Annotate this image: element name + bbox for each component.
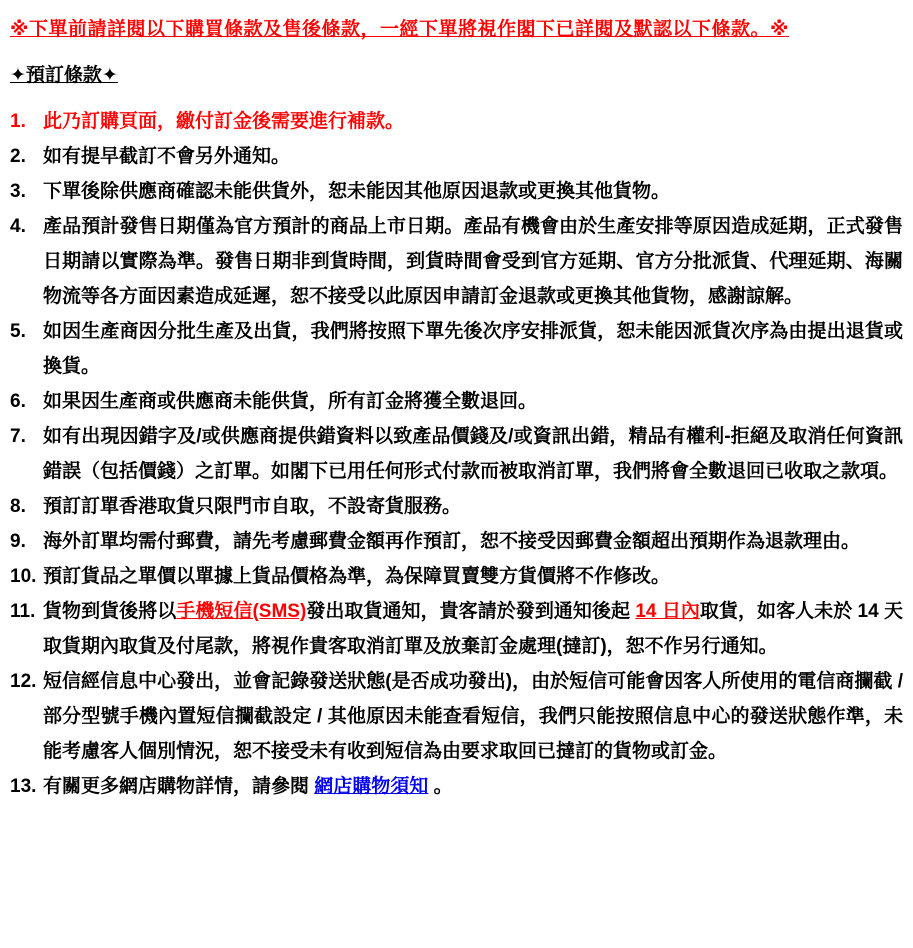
term-text bbox=[43, 209, 903, 314]
term-number: 2. bbox=[10, 146, 26, 167]
section-header-preorder-terms: ✦預訂條款✦ bbox=[10, 65, 118, 86]
term-number: 6. bbox=[10, 391, 26, 412]
term-text-segment: 14 日內 bbox=[635, 601, 700, 622]
term-text bbox=[43, 594, 903, 664]
term-text-segment: 如果因生產商或供應商未能供貨，所有訂金將獲全數退回。 bbox=[43, 391, 538, 412]
term-item-8 bbox=[10, 489, 903, 524]
term-text-segment: 產品預計發售日期僅為官方預計的商品上市日期。產品有機會由於生產安排等原因造成延期，正式發售日期請以實際為準。發售日期非到貨時間，到貨時間會受到官方延期、官方分批派貨、代理延期、海關物流等各方面因素造成延遲，恕不接受以此原因申請訂金退款或更換其他貨物，感謝諒解。 bbox=[43, 216, 903, 307]
term-item-7 bbox=[10, 419, 903, 489]
term-text-segment: 如有出現因錯字及/或供應商提供錯資料以致產品價錢及/或資訊出錯，精品有權利-拒絕及取消任何資訊錯誤（包括價錢）之訂單。如閣下已用任何形式付款而被取消訂單，我們將會全數退回已收取之款項。 bbox=[43, 426, 903, 482]
term-text bbox=[43, 314, 903, 384]
term-number: 7. bbox=[10, 426, 26, 447]
term-number: 8. bbox=[10, 496, 26, 517]
term-item-5 bbox=[10, 314, 903, 384]
term-text bbox=[43, 174, 903, 209]
term-item-11 bbox=[10, 594, 903, 664]
term-text bbox=[43, 524, 903, 559]
term-number: 9. bbox=[10, 531, 26, 552]
term-number: 1. bbox=[10, 111, 26, 132]
term-item-13 bbox=[10, 769, 903, 804]
term-text-segment: 取貨，如客人未於 14 天取貨期內取貨及付尾款，將視作貴客取消訂單及放棄訂金處理(撻訂)，恕不作另行通知。 bbox=[43, 601, 904, 657]
term-text bbox=[43, 139, 903, 174]
term-text-segment: 有關更多網店購物詳情，請參閱 bbox=[43, 776, 315, 797]
term-item-9 bbox=[10, 524, 903, 559]
term-item-12 bbox=[10, 664, 903, 769]
term-item-3 bbox=[10, 174, 903, 209]
term-text bbox=[43, 419, 903, 489]
page-title: ※下單前請詳閱以下購買條款及售後條款，一經下單將視作閣下已詳閱及默認以下條款。※ bbox=[10, 19, 789, 40]
term-number: 13. bbox=[10, 776, 37, 797]
term-item-6 bbox=[10, 384, 903, 419]
term-item-4 bbox=[10, 209, 903, 314]
term-text bbox=[43, 559, 903, 594]
term-text bbox=[43, 769, 903, 804]
store-shopping-notice-link[interactable]: 網店購物須知 bbox=[314, 776, 429, 797]
term-number: 12. bbox=[10, 671, 37, 692]
term-text-segment: 海外訂單均需付郵費，請先考慮郵費金額再作預訂，恕不接受因郵費金額超出預期作為退款理由。 bbox=[43, 531, 861, 552]
terms-list bbox=[10, 104, 903, 804]
term-number: 10. bbox=[10, 566, 37, 587]
term-text bbox=[43, 384, 903, 419]
term-number: 11. bbox=[10, 601, 36, 622]
term-text-segment: 如因生產商因分批生產及出貨，我們將按照下單先後次序安排派貨，恕未能因派貨次序為由提出退貨或換貨。 bbox=[43, 321, 903, 377]
term-text-segment: 。 bbox=[428, 776, 453, 797]
term-text-segment: 此乃訂購頁面，繳付訂金後需要進行補款。 bbox=[43, 111, 405, 132]
term-item-10 bbox=[10, 559, 903, 594]
term-text-segment: 下單後除供應商確認未能供貨外，恕未能因其他原因退款或更換其他貨物。 bbox=[43, 181, 671, 202]
term-number: 3. bbox=[10, 181, 26, 202]
term-item-2 bbox=[10, 139, 903, 174]
term-text-segment: 如有提早截訂不會另外通知。 bbox=[43, 146, 291, 167]
term-text-segment: 短信經信息中心發出，並會記錄發送狀態(是否成功發出)，由於短信可能會因客人所使用的電信商攔截 / 部分型號手機內置短信攔截設定 / 其他原因未能查看短信，我們只能按照信息中心的發送狀態作準，未能考慮客人個別情況，恕不接受未有收到短信為由要求取回已撻訂的貨物或訂金。 bbox=[43, 671, 903, 762]
term-text-segment: 發出取貨通知，貴客請於發到通知後起 bbox=[306, 601, 636, 622]
term-text-segment: 預訂訂單香港取貨只限門市自取，不設寄貨服務。 bbox=[43, 496, 462, 517]
term-number: 4. bbox=[10, 216, 26, 237]
term-text-segment: 預訂貨品之單價以單據上貨品價格為準，為保障買賣雙方貨價將不作修改。 bbox=[43, 566, 671, 587]
term-number: 5. bbox=[10, 321, 26, 342]
term-item-1 bbox=[10, 104, 903, 139]
term-text bbox=[43, 664, 903, 769]
term-text bbox=[43, 489, 903, 524]
term-text bbox=[43, 104, 903, 139]
term-text-segment: 貨物到貨後將以 bbox=[43, 601, 177, 622]
term-text-segment: 手機短信(SMS) bbox=[176, 601, 307, 622]
